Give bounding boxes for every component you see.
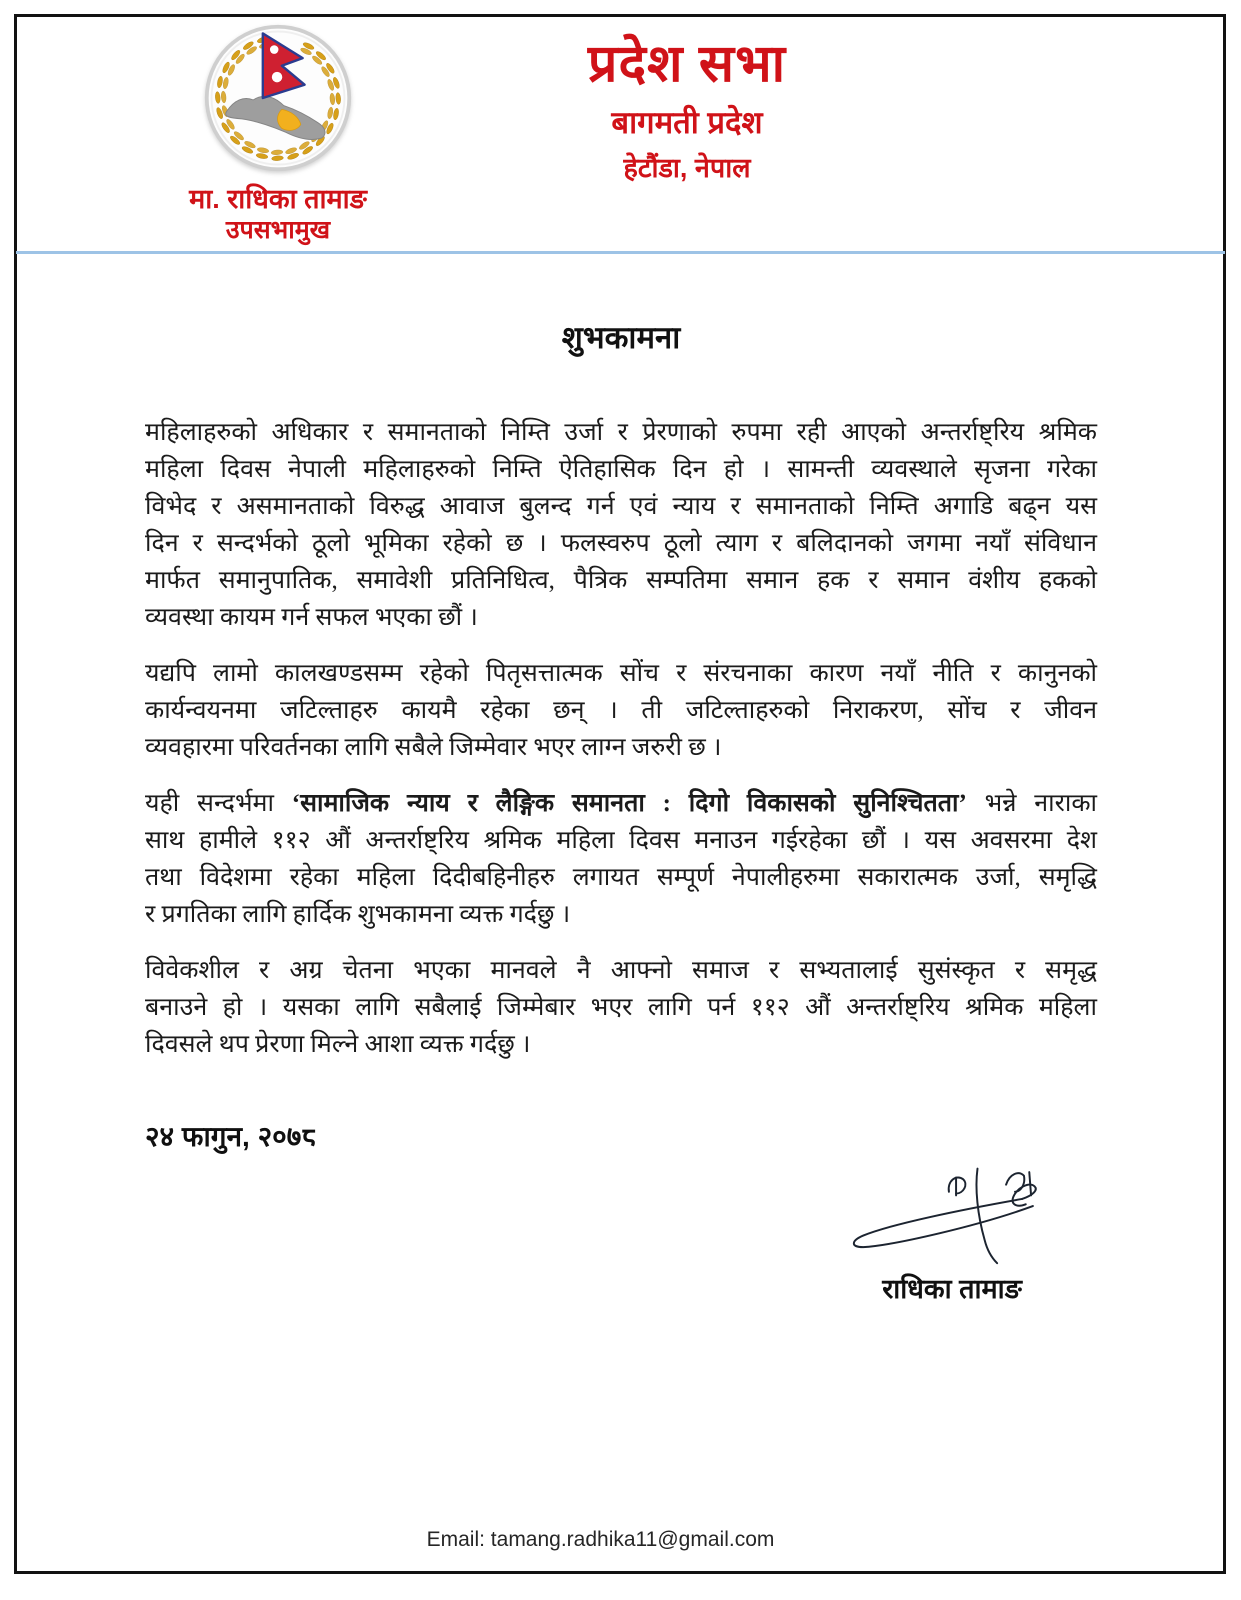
letter-date: २४ फागुन, २०७८ (145, 1121, 316, 1152)
footer (0, 1528, 1201, 1552)
org-block (487, 36, 887, 185)
text-line: कार्यन्वयनमा जटिल्ताहरु कायमै रहेका छन् । ती जटिल्ताहरुको निराकरण, सोंच र जीवन (145, 697, 1097, 724)
letter-main (145, 300, 1097, 1306)
text-line: तथा विदेशमा रहेका महिला दिदीबहिनीहरु लगायत सम्पूर्ण नेपालीहरुमा सकारात्मक उर्जा, समृद्धि (145, 864, 1097, 891)
letterhead (0, 0, 1241, 253)
signatory-name: राधिका तामाङ (882, 1274, 1022, 1304)
signature-block (837, 1165, 1067, 1306)
text-line: यद्यपि लामो कालखण्डसम्म रहेको पितृसत्तात्मक सोंच र संरचनाका कारण नयाँ नीति र कानुनको (145, 660, 1097, 687)
text-line: व्यवहारमा परिवर्तनका लागि सबैले जिम्मेवार भएर लाग्न जरुरी छ । (145, 734, 722, 761)
text-line: महिला दिवस नेपाली महिलाहरुको निम्ति ऐतिहासिक दिन हो । सामन्ती व्यवस्थाले सृजना गरेका (145, 456, 1097, 483)
paragraph (145, 785, 1097, 933)
handwritten-signature (845, 1165, 1060, 1265)
letter-heading: शुभकामना (561, 320, 681, 355)
paragraph (145, 952, 1097, 1063)
text-line: महिलाहरुको अधिकार र समानताको निम्ति उर्जा र प्रेरणाको रुपमा रही आएको अन्तर्राष्ट्रिय श्रमिक (145, 419, 1097, 446)
org-location: हेटौंडा, नेपाल (623, 153, 751, 184)
text-line: विभेद र असमानताको विरुद्ध आवाज बुलन्द गर्न एवं न्याय र समानताको निम्ति अगाडि बढ्न यस (145, 493, 1097, 520)
text-line: दिन र सन्दर्भको ठूलो भूमिका रहेको छ । फलस्वरुप ठूलो त्याग र बलिदानको जगमा नयाँ संविधान (145, 530, 1097, 557)
text-line: विवेकशील र अग्र चेतना भएका मानवले नै आफ्नो समाज र सभ्यतालाई सुसंस्कृत र समृद्ध (145, 957, 1097, 984)
text-line: व्यवस्था कायम गर्न सफल भएका छौं । (145, 604, 478, 631)
text-line: बनाउने हो । यसका लागि सबैलाई जिम्मेबार भएर लागि पर्न ११२ औं अन्तर्राष्ट्रिय श्रमिक महिला (145, 994, 1097, 1021)
text-line: साथ हामीले ११२ औं अन्तर्राष्ट्रिय श्रमिक महिला दिवस मनाउन गईरहेका छौं । यस अवसरमा देश (145, 827, 1097, 854)
email-text: Email: tamang.radhika11@gmail.com (426, 1528, 775, 1551)
paragraph (145, 414, 1097, 636)
letter-body (145, 414, 1097, 1063)
paragraph (145, 655, 1097, 766)
text-line: मार्फत समानुपातिक, समावेशी प्रतिनिधित्व, पैत्रिक सम्पतिमा समान हक र समान वंशीय हकको (145, 567, 1097, 594)
official-name: मा. राधिका तामाङ (189, 184, 367, 214)
official-post: उपसभामुख (225, 216, 331, 245)
header-divider-line (16, 251, 1225, 254)
text-line: दिवसले थप प्रेरणा मिल्ने आशा व्यक्त गर्दछु । (145, 1031, 531, 1058)
org-title: प्रदेश सभा (587, 35, 787, 93)
org-subtitle: बागमती प्रदेश (611, 105, 763, 141)
logo-block (178, 22, 378, 247)
province-emblem-icon (202, 22, 354, 174)
text-line: यही सन्दर्भमा ‘सामाजिक न्याय र लैङ्गिक समानता : दिगो विकासको सुनिश्चितता’ भन्ने नाराका (145, 790, 1097, 817)
text-line: र प्रगतिका लागि हार्दिक शुभकामना व्यक्त गर्दछु । (145, 901, 571, 928)
